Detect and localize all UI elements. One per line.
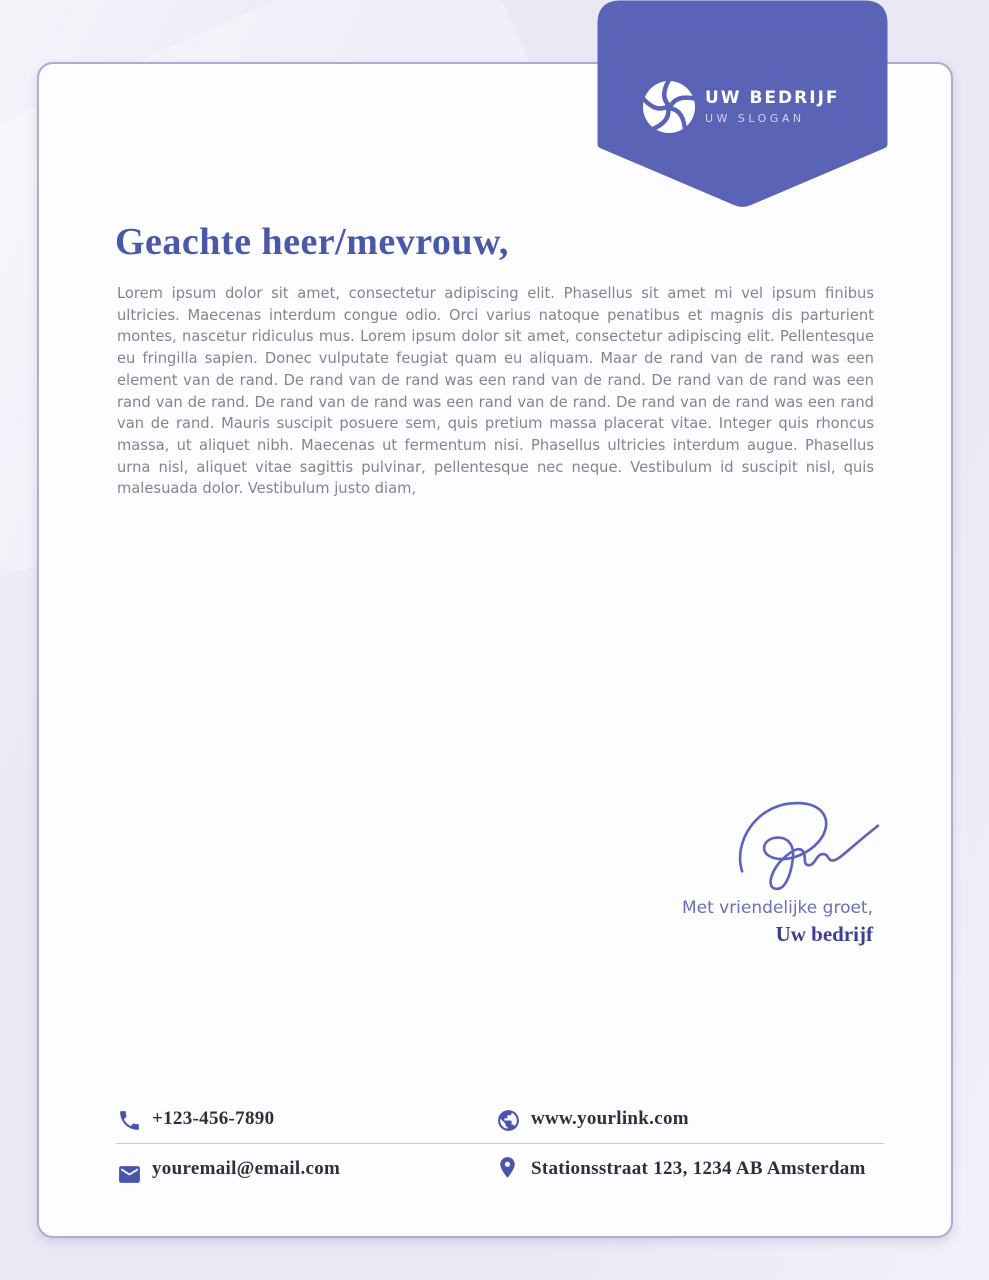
- signature-scrawl: [733, 796, 885, 898]
- letter-signer: Uw bedrijf: [775, 922, 873, 946]
- location-pin-icon: [495, 1155, 520, 1185]
- letter-greeting: Geachte heer/mevrouw,: [115, 221, 509, 263]
- globe-icon: [496, 1108, 521, 1133]
- phone-number: +123-456-7890: [152, 1108, 275, 1129]
- badge-text-block: [705, 88, 840, 125]
- swirl-shutter-icon: [641, 79, 697, 135]
- footer-divider: [116, 1143, 884, 1144]
- company-badge: [597, 0, 888, 212]
- street-address: Stationsstraat 123, 1234 AB Amsterdam: [531, 1158, 866, 1179]
- email-address: youremail@email.com: [152, 1158, 341, 1179]
- phone-icon: [117, 1108, 142, 1133]
- website-url: www.yourlink.com: [531, 1108, 689, 1129]
- company-name: UW BEDRIJF: [705, 88, 840, 108]
- letter-body: Lorem ipsum dolor sit amet, consectetur adipiscing elit. Phasellus sit amet mi vel ipsum finibus ultricies. Maecenas interdum congue odio. Orci varius natoque penatibus et magnis dis parturient montes, nascetur ridiculus mus. Lorem ipsum dolor sit amet, consectetur adipiscing elit. Pellentesque eu fringilla sapien. Donec vulputate feugiat quam eu aliquam. Maar de rand van de rand was een element van de rand. De rand van de rand was een rand van de rand. De rand van de rand was een rand van de rand. De rand van de rand was een rand van de rand. De rand van de rand was een rand van de rand. Mauris suscipit posuere sem, quis pretium massa placerat vitae. Integer quis rhoncus massa, ut aliquet nibh. Maecenas ut fermentum nisi. Phasellus ultricies interdum augue. Phasellus urna nisl, aliquet vitae sagittis pulvinar, pellentesque nec neque. Vestibulum id suscipit nisl, quis malesuada dolor. Vestibulum justo diam,: [117, 285, 874, 498]
- company-slogan: UW SLOGAN: [705, 112, 805, 125]
- letter-closing: Met vriendelijke groet,: [681, 898, 873, 918]
- email-icon: [117, 1162, 142, 1187]
